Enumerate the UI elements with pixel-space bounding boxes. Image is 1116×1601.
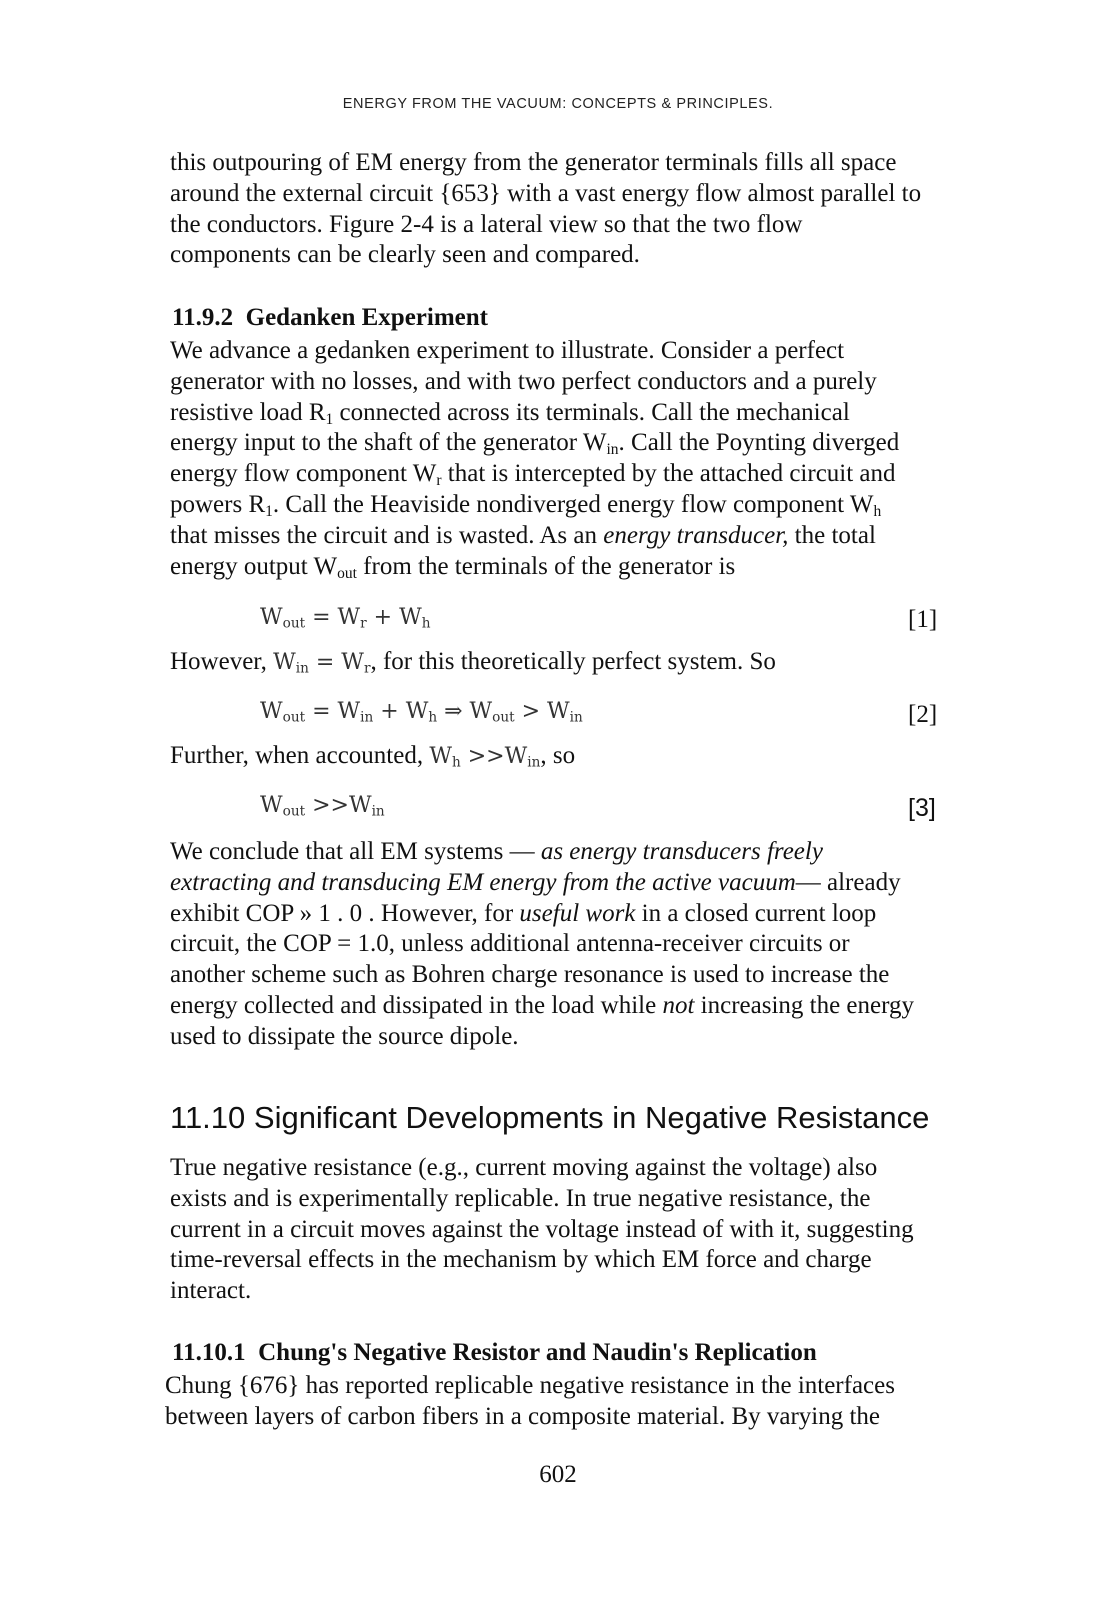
text-line: exhibit COP » 1 . 0 . However, for useful work in a closed current loop — [170, 899, 877, 927]
text-line: used to dissipate the source dipole. — [170, 1022, 519, 1050]
text-line: powers $R_1$. Call the Heaviside nondiverged energy flow component $W_h$ — [170, 490, 882, 520]
text-line: around the external circuit {653} with a vast energy flow almost parallel to — [170, 179, 922, 207]
text-line-further: Further, when accounted, $W_h >>W_{in}$, so — [170, 742, 576, 771]
section-title: Gedanken Experiment — [245, 304, 488, 331]
equation-number: [3] — [908, 794, 936, 822]
paragraph-chung — [165, 1371, 1005, 1433]
section-number: 11.9.2 — [172, 304, 234, 331]
equation-2: $W_{out} = W_{in} + W_h$ ⇒ $W_{out} > W_{in}$ — [260, 699, 583, 726]
text-line: time-reversal effects in the mechanism by which EM force and charge — [170, 1246, 872, 1274]
text-line-however: However, $W_{in} = W_r$, for this theoretically perfect system. So — [170, 648, 776, 677]
text-line: exists and is experimentally replicable. In true negative resistance, the — [170, 1184, 871, 1212]
text-line: components can be clearly seen and compared. — [170, 241, 640, 269]
text-line: this outpouring of EM energy from the generator terminals fills all space — [170, 149, 897, 176]
running-head: ENERGY FROM THE VACUUM: CONCEPTS & PRINCIPLES. — [342, 96, 774, 112]
paragraph-intro — [170, 148, 1010, 271]
text-line: interact. — [170, 1277, 252, 1305]
paragraph-negative-resistance — [170, 1153, 1010, 1307]
page-number: 602 — [539, 1461, 577, 1488]
text-line: We conclude that all EM systems — as energy transducers freely — [170, 838, 823, 865]
text-line: the conductors. Figure 2-4 is a lateral view so that the two flow — [170, 210, 803, 238]
equation-number: [2] — [908, 701, 938, 728]
section-heading-11-10-1 — [172, 1339, 817, 1367]
text-line: between layers of carbon fibers in a composite material. By varying the — [165, 1402, 881, 1430]
text-line: generator with no losses, and with two perfect conductors and a purely — [170, 367, 877, 395]
paragraph-conclusion — [170, 837, 1010, 1053]
text-line: We advance a gedanken experiment to illustrate. Consider a perfect — [170, 337, 845, 364]
text-line: extracting and transducing EM energy from the active vacuum— already — [170, 868, 901, 896]
text-line: circuit, the COP = 1.0, unless additional antenna-receiver circuits or — [170, 930, 850, 958]
text-line: True negative resistance (e.g., current moving against the voltage) also — [170, 1154, 878, 1181]
equation-1: $W_{out} = W_r + W_h$ — [260, 605, 431, 632]
paragraph-gedanken — [170, 336, 1010, 582]
text-line: energy flow component $W_r$ that is intercepted by the attached circuit and — [170, 460, 896, 490]
text-line: that misses the circuit and is wasted. As an energy transducer, the total — [170, 521, 876, 549]
text-line: energy input to the shaft of the generator $W_{in}$. Call the Poynting diverged — [170, 429, 900, 459]
section-number: 11.10.1 — [172, 1339, 246, 1366]
text-line: energy output $W_{out}$ from the terminals of the generator is — [170, 552, 736, 582]
text-line: resistive load $R_1$ connected across its terminals. Call the mechanical — [170, 398, 850, 428]
equation-number: [1] — [908, 606, 938, 633]
text-line: Chung {676} has reported replicable negative resistance in the interfaces — [165, 1372, 895, 1399]
text-line: energy collected and dissipated in the load while not increasing the energy — [170, 991, 914, 1019]
section-heading-11-10: 11.10 Significant Developments in Negative Resistance — [170, 1100, 930, 1135]
equation-3: $W_{out} >>W_{in}$ — [260, 793, 385, 820]
section-heading-11-9-2 — [172, 304, 488, 332]
section-title: Chung's Negative Resistor and Naudin's Replication — [258, 1339, 817, 1366]
text-line: current in a circuit moves against the voltage instead of with it, suggesting — [170, 1215, 914, 1243]
text-line: another scheme such as Bohren charge resonance is used to increase the — [170, 961, 890, 989]
